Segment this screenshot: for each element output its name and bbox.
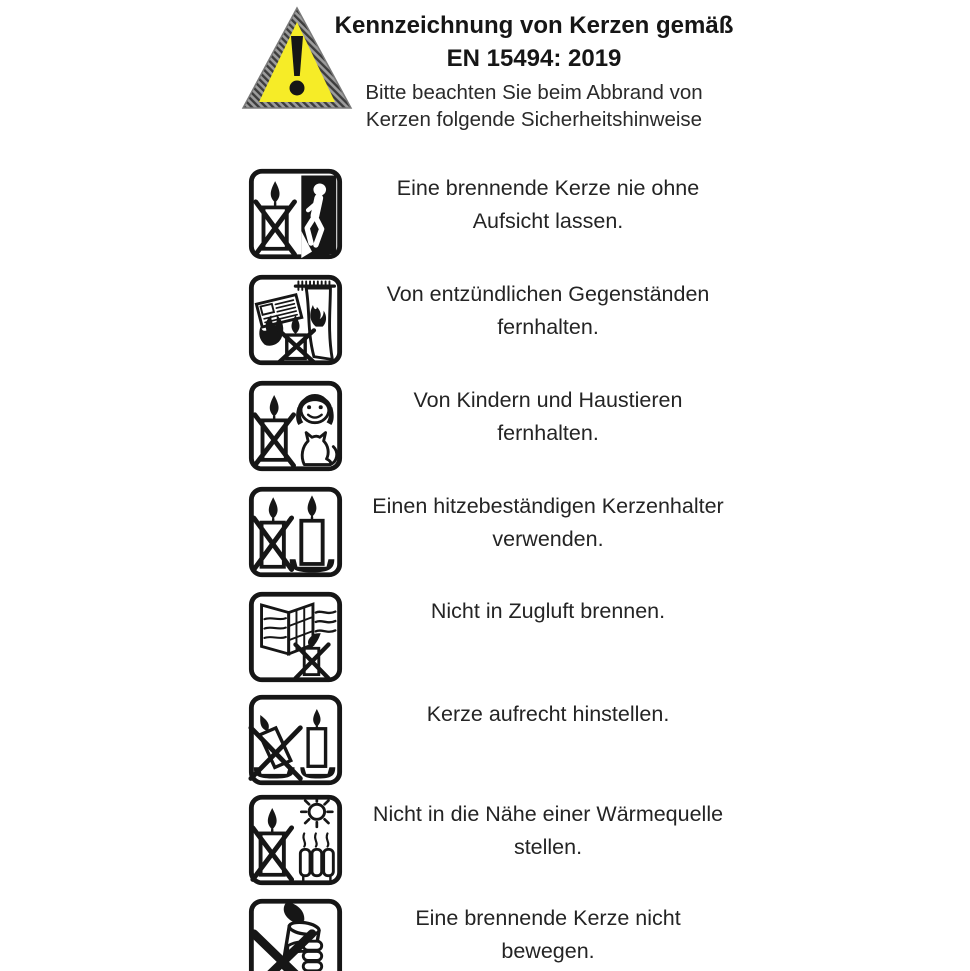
rule-text: Nicht in Zugluft brennen. [430, 599, 666, 623]
rule-text: Kerze aufrecht hinstellen. [426, 702, 670, 726]
rule-text: Nicht in die Nähe einer Wärmequelle stellen. [372, 802, 724, 859]
moving-candle-icon [247, 897, 344, 971]
upright-candle-icon [247, 693, 344, 787]
rule-text: Einen hitzebeständigen Kerzenhalter verwenden. [372, 494, 724, 551]
heat-source-icon [247, 793, 344, 887]
rule-text: Von entzündlichen Gegenständen fernhalten. [386, 282, 710, 339]
page-title-line2: EN 15494: 2019 [446, 45, 622, 72]
flammable-objects-icon [247, 273, 344, 367]
rule-text: Eine brennende Kerze nicht bewegen. [415, 906, 681, 963]
rule-text: Von Kindern und Haustieren fernhalten. [413, 388, 683, 445]
page-title-line1: Kennzeichnung von Kerzen gemäß [334, 12, 734, 39]
header [284, 9, 784, 133]
burning-candle-unattended-icon [247, 167, 344, 261]
page-subtitle: Bitte beachten Sie beim Abbrand von Kerzen folgende Sicherheitshinweise [365, 81, 703, 131]
draught-icon [247, 590, 344, 684]
heat-resistant-holder-icon [247, 485, 344, 579]
children-and-pets-icon [247, 379, 344, 473]
rule-text: Eine brennende Kerze nie ohne Aufsicht lassen. [396, 176, 700, 233]
